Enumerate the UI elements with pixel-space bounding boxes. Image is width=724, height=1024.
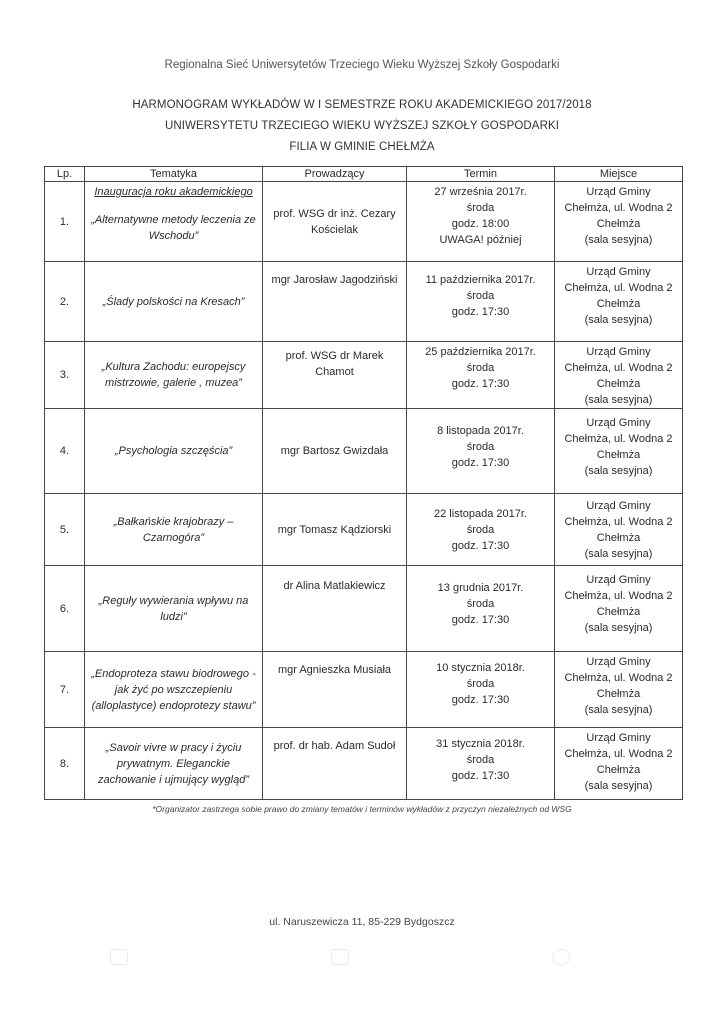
date-cell	[407, 182, 555, 262]
lecturer: mgr Agnieszka Musiała	[263, 652, 407, 728]
network-header: Regionalna Sieć Uniwersytetów Trzeciego Wieku Wyższej Szkoły Gospodarki	[164, 59, 560, 71]
weekday: środa	[466, 754, 495, 766]
place-town: Chełmża	[596, 298, 641, 310]
date-cell	[407, 566, 555, 652]
date: 31 stycznia 2018r.	[436, 738, 525, 750]
lecture-topic: „Endoproteza stawu biodrowego - jak żyć po wszczepieniu (alloplastyce) endoprotezy stawu”	[85, 652, 263, 728]
place-cell	[555, 494, 683, 566]
col-header-date: Termin	[407, 167, 555, 182]
schedule-title: HARMONOGRAM WYKŁADÓW W I SEMESTRZE ROKU AKADEMICKIEGO 2017/2018	[132, 99, 592, 111]
place-street: Chełmża, ul. Wodna 2	[564, 433, 673, 445]
lecture-topic: „Ślady polskości na Kresach”	[85, 262, 263, 342]
date: 22 listopada 2017r.	[434, 507, 527, 520]
time: godz. 17:30	[451, 457, 510, 469]
place-room: (sala sesyjna)	[584, 314, 653, 326]
time: godz. 17:30	[451, 539, 510, 552]
place-room: (sala sesyjna)	[584, 780, 653, 792]
row-number: 2.	[45, 262, 85, 342]
lecturer: prof. dr hab. Adam Sudoł	[263, 728, 407, 800]
envelope-icon	[331, 949, 349, 965]
weekday: środa	[466, 441, 495, 453]
row-number: 8.	[45, 728, 85, 800]
place-name: Urząd Gminy	[586, 346, 651, 358]
date-cell	[407, 262, 555, 342]
date: 11 października 2017r.	[425, 274, 536, 286]
lecturer: mgr Tomasz Kądziorski	[263, 494, 407, 566]
place-room: (sala sesyjna)	[584, 622, 653, 634]
phone-icon	[110, 949, 128, 965]
lecture-topic: „Bałkańskie krajobrazy –Czarnogóra”	[85, 494, 263, 566]
place-cell	[555, 262, 683, 342]
lecture-topic: „Kultura Zachodu: europejscy mistrzowie, galerie , muzea”	[85, 342, 263, 409]
place-town: Chełmża	[596, 531, 641, 544]
table-row	[45, 652, 683, 728]
weekday: środa	[466, 598, 495, 610]
place-street: Chełmża, ul. Wodna 2	[564, 515, 673, 528]
place-street: Chełmża, ul. Wodna 2	[564, 282, 673, 294]
place-street: Chełmża, ul. Wodna 2	[564, 748, 673, 760]
date: 27 września 2017r.	[434, 186, 527, 198]
row-number: 1.	[45, 182, 85, 262]
place-cell	[555, 728, 683, 800]
table-header-row	[45, 167, 683, 182]
place-name: Urząd Gminy	[586, 499, 651, 512]
date-cell	[407, 728, 555, 800]
place-street: Chełmża, ul. Wodna 2	[564, 590, 673, 602]
weekday: środa	[466, 362, 495, 374]
topic-text: „Alternatywne metody leczenia ze Wschodu”	[91, 214, 256, 242]
lecture-topic: „Reguły wywierania wpływu na ludzi”	[85, 566, 263, 652]
date: 25 października 2017r.	[425, 346, 536, 358]
university-title: UNIWERSYTETU TRZECIEGO WIEKU WYŻSZEJ SZKOŁY GOSPODARKI	[164, 120, 560, 132]
time: godz. 17:30	[451, 614, 510, 626]
place-name: Urząd Gminy	[586, 186, 651, 198]
time: godz. 17:30	[451, 306, 510, 318]
col-header-lecturer: Prowadzący	[263, 167, 407, 182]
weekday: środa	[466, 523, 495, 536]
branch-title: FILIA W GMINIE CHEŁMŻA	[289, 141, 435, 153]
row-number: 5.	[45, 494, 85, 566]
col-header-topic: Tematyka	[85, 167, 263, 182]
place-cell	[555, 652, 683, 728]
weekday: środa	[466, 678, 495, 690]
contact-phone	[110, 949, 128, 965]
lecture-schedule-table	[44, 166, 683, 800]
lecture-topic	[85, 182, 263, 262]
place-street: Chełmża, ul. Wodna 2	[564, 202, 673, 214]
date: 13 grudnia 2017r.	[437, 582, 524, 594]
col-header-lp: Lp.	[45, 167, 85, 182]
place-town: Chełmża	[596, 378, 641, 390]
place-town: Chełmża	[596, 688, 641, 700]
table-row	[45, 342, 683, 409]
table-row	[45, 182, 683, 262]
time: godz. 17:30	[451, 770, 510, 782]
place-street: Chełmża, ul. Wodna 2	[564, 672, 673, 684]
place-room: (sala sesyjna)	[584, 465, 653, 477]
place-room: (sala sesyjna)	[584, 394, 653, 406]
place-name: Urząd Gminy	[586, 417, 651, 429]
globe-icon	[552, 949, 570, 965]
place-town: Chełmża	[596, 449, 641, 461]
table-row	[45, 262, 683, 342]
weekday: środa	[466, 202, 495, 214]
lecture-topic: „Psychologia szczęścia”	[85, 409, 263, 494]
row-number: 3.	[45, 342, 85, 409]
time: godz. 18:00	[451, 218, 510, 230]
table-row	[45, 566, 683, 652]
table-row	[45, 409, 683, 494]
date-cell	[407, 494, 555, 566]
lecturer: mgr Bartosz Gwizdała	[263, 409, 407, 494]
lecturer: prof. WSG dr Marek Chamot	[263, 342, 407, 409]
place-cell	[555, 342, 683, 409]
weekday: środa	[466, 290, 495, 302]
place-cell	[555, 566, 683, 652]
place-room: (sala sesyjna)	[584, 234, 653, 246]
row-number: 7.	[45, 652, 85, 728]
contact-email	[331, 949, 349, 965]
place-cell	[555, 409, 683, 494]
lecturer: prof. WSG dr inż. Cezary Kościelak	[263, 182, 407, 262]
place-town: Chełmża	[596, 218, 641, 230]
place-name: Urząd Gminy	[586, 732, 651, 744]
date: 10 stycznia 2018r.	[436, 662, 525, 674]
organizer-disclaimer: *Organizator zastrzega sobie prawo do zmiany tematów i terminów wykładów z przyczyn niezależnych od WSG	[152, 804, 572, 814]
lecturer: mgr Jarosław Jagodziński	[263, 262, 407, 342]
place-name: Urząd Gminy	[586, 574, 651, 586]
row-number: 6.	[45, 566, 85, 652]
faded-contact-strip	[110, 944, 570, 970]
table-row	[45, 494, 683, 566]
place-room: (sala sesyjna)	[584, 704, 653, 716]
footer-address: ul. Naruszewicza 11, 85-229 Bydgoszcz	[269, 916, 455, 928]
date-cell	[407, 342, 555, 409]
place-name: Urząd Gminy	[586, 656, 651, 668]
lecture-topic: „Savoir vivre w pracy i życiu prywatnym. Eleganckie zachowanie i ujmujący wygląd”	[85, 728, 263, 800]
place-name: Urząd Gminy	[586, 266, 651, 278]
time-note: UWAGA! później	[439, 234, 522, 246]
place-room: (sala sesyjna)	[584, 547, 653, 560]
time: godz. 17:30	[451, 378, 510, 390]
date-cell	[407, 652, 555, 728]
place-cell	[555, 182, 683, 262]
date: 8 listopada 2017r.	[437, 425, 524, 437]
date-cell	[407, 409, 555, 494]
time: godz. 17:30	[451, 694, 510, 706]
contact-web	[552, 949, 570, 965]
col-header-place: Miejsce	[555, 167, 683, 182]
place-street: Chełmża, ul. Wodna 2	[564, 362, 673, 374]
place-town: Chełmża	[596, 764, 641, 776]
table-row	[45, 728, 683, 800]
row-number: 4.	[45, 409, 85, 494]
topic-heading: Inauguracja roku akademickiego	[94, 186, 253, 198]
lecturer: dr Alina Matlakiewicz	[263, 566, 407, 652]
place-town: Chełmża	[596, 606, 641, 618]
